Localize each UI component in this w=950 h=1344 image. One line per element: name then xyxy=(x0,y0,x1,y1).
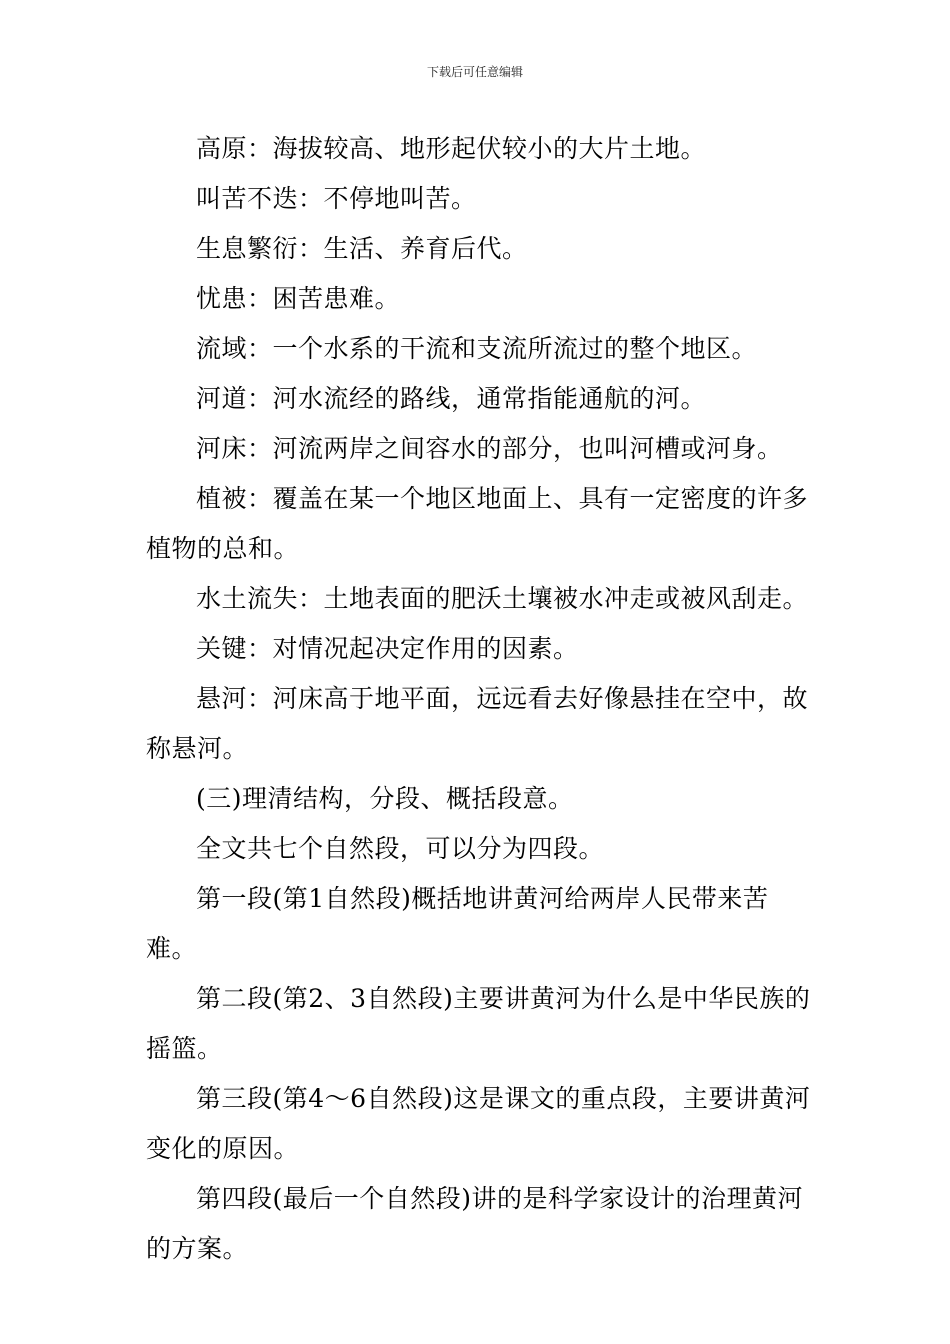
paragraph-guanjian: 关键：对情况起决定作用的因素。 xyxy=(196,634,579,663)
paragraph-section-1: 第一段(第1自然段)概括地讲黄河给两岸人民带来苦难。 xyxy=(146,884,769,963)
paragraph-gaoyuan: 高原：海拔较高、地形起伏较小的大片土地。 xyxy=(196,134,707,163)
paragraph-structure-summary: 全文共七个自然段，可以分为四段。 xyxy=(196,834,605,863)
paragraph-youhuan: 忧患：困苦患难。 xyxy=(196,284,401,313)
paragraph-liuyu: 流域：一个水系的干流和支流所流过的整个地区。 xyxy=(196,334,758,363)
paragraph-hedao: 河道：河水流经的路线，通常指能通航的河。 xyxy=(196,384,707,413)
paragraph-section-3: 第三段(第4～6自然段)这是课文的重点段，主要讲黄河变化的原因。 xyxy=(146,1084,811,1163)
paragraph-shuituliushi: 水土流失：土地表面的肥沃土壤被水冲走或被风刮走。 xyxy=(196,584,809,613)
paragraph-structure-heading: (三)理清结构，分段、概括段意。 xyxy=(196,784,574,813)
paragraph-shengxifanyan: 生息繁衍：生活、养育后代。 xyxy=(196,234,528,263)
paragraph-section-2: 第二段(第2、3自然段)主要讲黄河为什么是中华民族的摇篮。 xyxy=(146,984,811,1063)
paragraph-hechuang: 河床：河流两岸之间容水的部分，也叫河槽或河身。 xyxy=(196,434,783,463)
document-body xyxy=(146,124,816,1274)
paragraph-section-4: 第四段(最后一个自然段)讲的是科学家设计的治理黄河的方案。 xyxy=(146,1184,804,1263)
paragraph-jiaokubudie: 叫苦不迭：不停地叫苦。 xyxy=(196,184,477,213)
page-header: 下载后可任意编辑 xyxy=(426,65,523,79)
paragraph-xuanhe: 悬河：河床高于地平面，远远看去好像悬挂在空中，故称悬河。 xyxy=(146,684,809,763)
paragraph-zhibei: 植被：覆盖在某一个地区地面上、具有一定密度的许多植物的总和。 xyxy=(146,484,809,563)
